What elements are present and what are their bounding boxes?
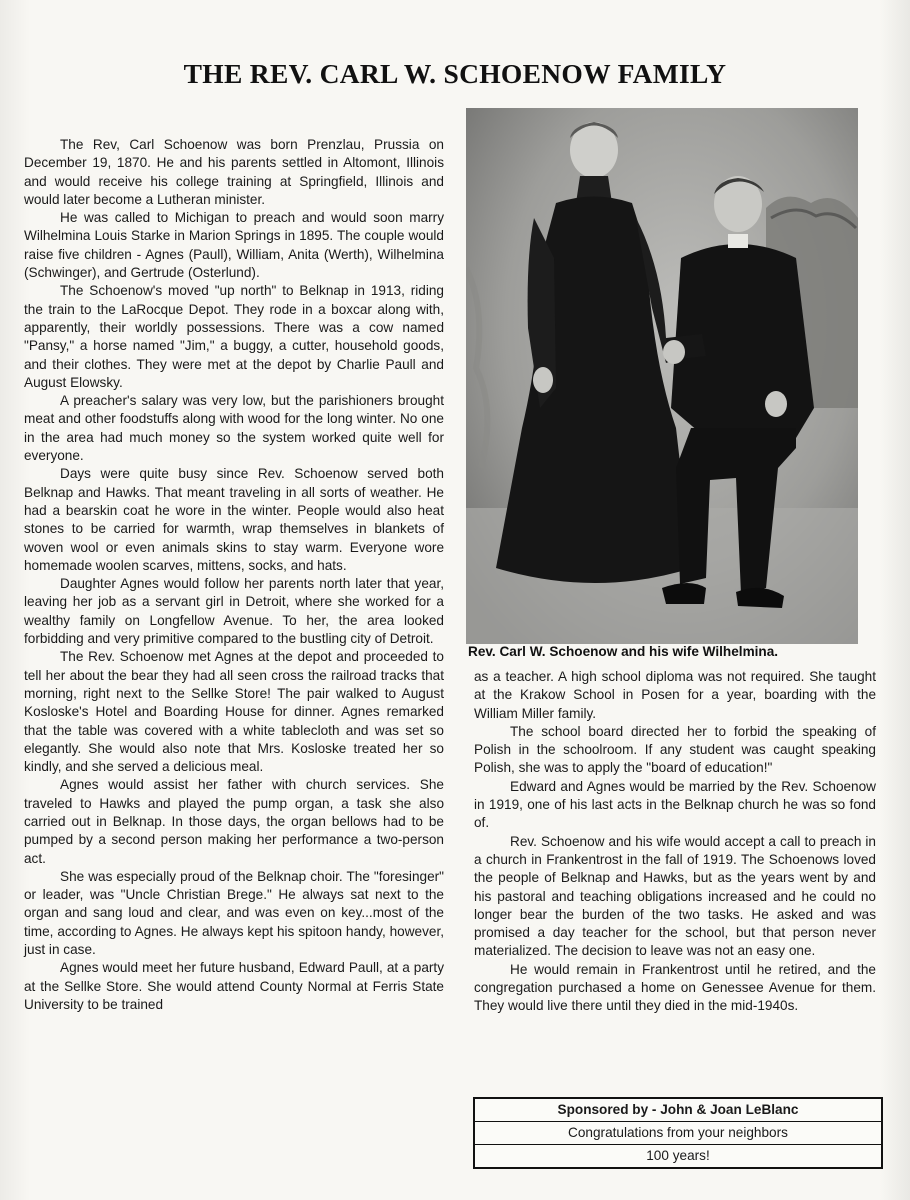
paragraph: The Schoenow's moved "up north" to Belknap in 1913, riding the train to the LaRocque Depot. They rode in a boxcar along with, apparently, their worldly possessions. There was a cow named "Pansy," a horse named "Jim," a buggy, a cutter, household goods, and their clothes. They were met at the depot by Charlie Paull and August Elowsky. — [24, 283, 444, 390]
sponsor-box — [473, 1097, 883, 1169]
paragraph: The Rev, Carl Schoenow was born Prenzlau, Prussia on December 19, 1870. He and his parents settled in Altomont, Illinois and would receive his college training at Springfield, Illinois and would later become a Lutheran minister. — [24, 137, 444, 207]
paragraph: Agnes would assist her father with church services. She traveled to Hawks and played the pump organ, a task she also carried out in Belknap. In those days, the organ bellows had to be pumped by a second person making her performance a two-person act. — [24, 777, 444, 866]
article-title: THE REV. CARL W. SCHOENOW FAMILY — [183, 58, 727, 89]
portrait-photo — [466, 108, 858, 644]
sponsor-message: Congratulations from your neighbors — [475, 1121, 881, 1144]
paragraph: He was called to Michigan to preach and would soon marry Wilhelmina Louis Starke in Marion Springs in 1895. The couple would raise five children - Agnes (Paull), William, Anita (Werth), Wilhelmina (Schwinger), and Gertrude (Osterlund). — [24, 210, 444, 281]
paragraph: The school board directed her to forbid the speaking of Polish in the schoolroom. If any student was caught speaking Polish, she was to apply the "board of education!" — [474, 723, 876, 776]
paragraph: Edward and Agnes would be married by the Rev. Schoenow in 1919, one of his last acts in the Belknap church he was so fond of. — [474, 778, 876, 831]
paragraph: as a teacher. A high school diploma was not required. She taught at the Krakow School in Posen for a year, boarding with the William Miller family. — [474, 669, 876, 721]
paragraph: A preacher's salary was very low, but the parishioners brought meat and other foodstuffs along with wood for the long winter. No one in the area had much money so the system worked quite well for everyone. — [24, 393, 444, 464]
paragraph: He would remain in Frankentrost until he retired, and the congregation purchased a home on Genessee Avenue for them. They would live there until they died in the mid-1940s. — [474, 961, 876, 1014]
paragraph: The Rev. Schoenow met Agnes at the depot and proceeded to tell her about the bear they had all seen cross the railroad tracks that morning, right next to the Sellke Store! The pair walked to August Kosloske's Hotel and Boarding House for dinner. Agnes remarked that the table was covered with a white tablecloth and was set so elegantly. She would also note that Mrs. Kosloske treated her so kindly, and she served a delicious meal. — [24, 649, 444, 775]
paragraph: She was especially proud of the Belknap choir. The "foresinger" or leader, was "Uncle Christian Brege." He always sat next to the organ and sang loud and clear, and was even on key...most of the time, according to Agnes. He always kept his spitoon handy, however, just in case. — [24, 868, 444, 958]
paragraph: Rev. Schoenow and his wife would accept a call to preach in a church in Frankentrost in the fall of 1919. The Schoenows loved the people of Belknap and Hawks, but as the years went by and his pastoral and teaching obligations increased and he could no longer bear the burden of the two tasks. He asked and was promised a day teacher for the school, but that person never materialized. The decision to leave was not an easy one. — [474, 833, 876, 959]
portrait-photo-icon — [466, 108, 858, 644]
right-text-column — [474, 668, 876, 1016]
sponsor-anniversary: 100 years! — [475, 1144, 881, 1167]
paragraph: Daughter Agnes would follow her parents north later that year, leaving her job as a servant girl in Detroit, where she worked for a wealthy family on Longfellow Avenue. To her, the area looked forbidding and very primitive compared to the bustling city of Detroit. — [24, 576, 444, 647]
paragraph: Agnes would meet her future husband, Edward Paull, at a party at the Sellke Store. She would attend County Normal at Ferris State University to be trained — [24, 960, 444, 1012]
sponsor-heading: Sponsored by - John & Joan LeBlanc — [557, 1102, 799, 1117]
paragraph: Days were quite busy since Rev. Schoenow served both Belknap and Hawks. That meant traveling in all sorts of weather. He had a bearskin coat he wore in the winter. People would also heat stones to be carried for warmth, wrap themselves in blankets of woven wool or even animals skins to stay warm. Everyone wore homemade woolen scarves, mittens, socks, and hats. — [24, 466, 444, 573]
left-text-column — [24, 136, 444, 1014]
photo-caption: Rev. Carl W. Schoenow and his wife Wilhelmina. — [468, 644, 779, 659]
